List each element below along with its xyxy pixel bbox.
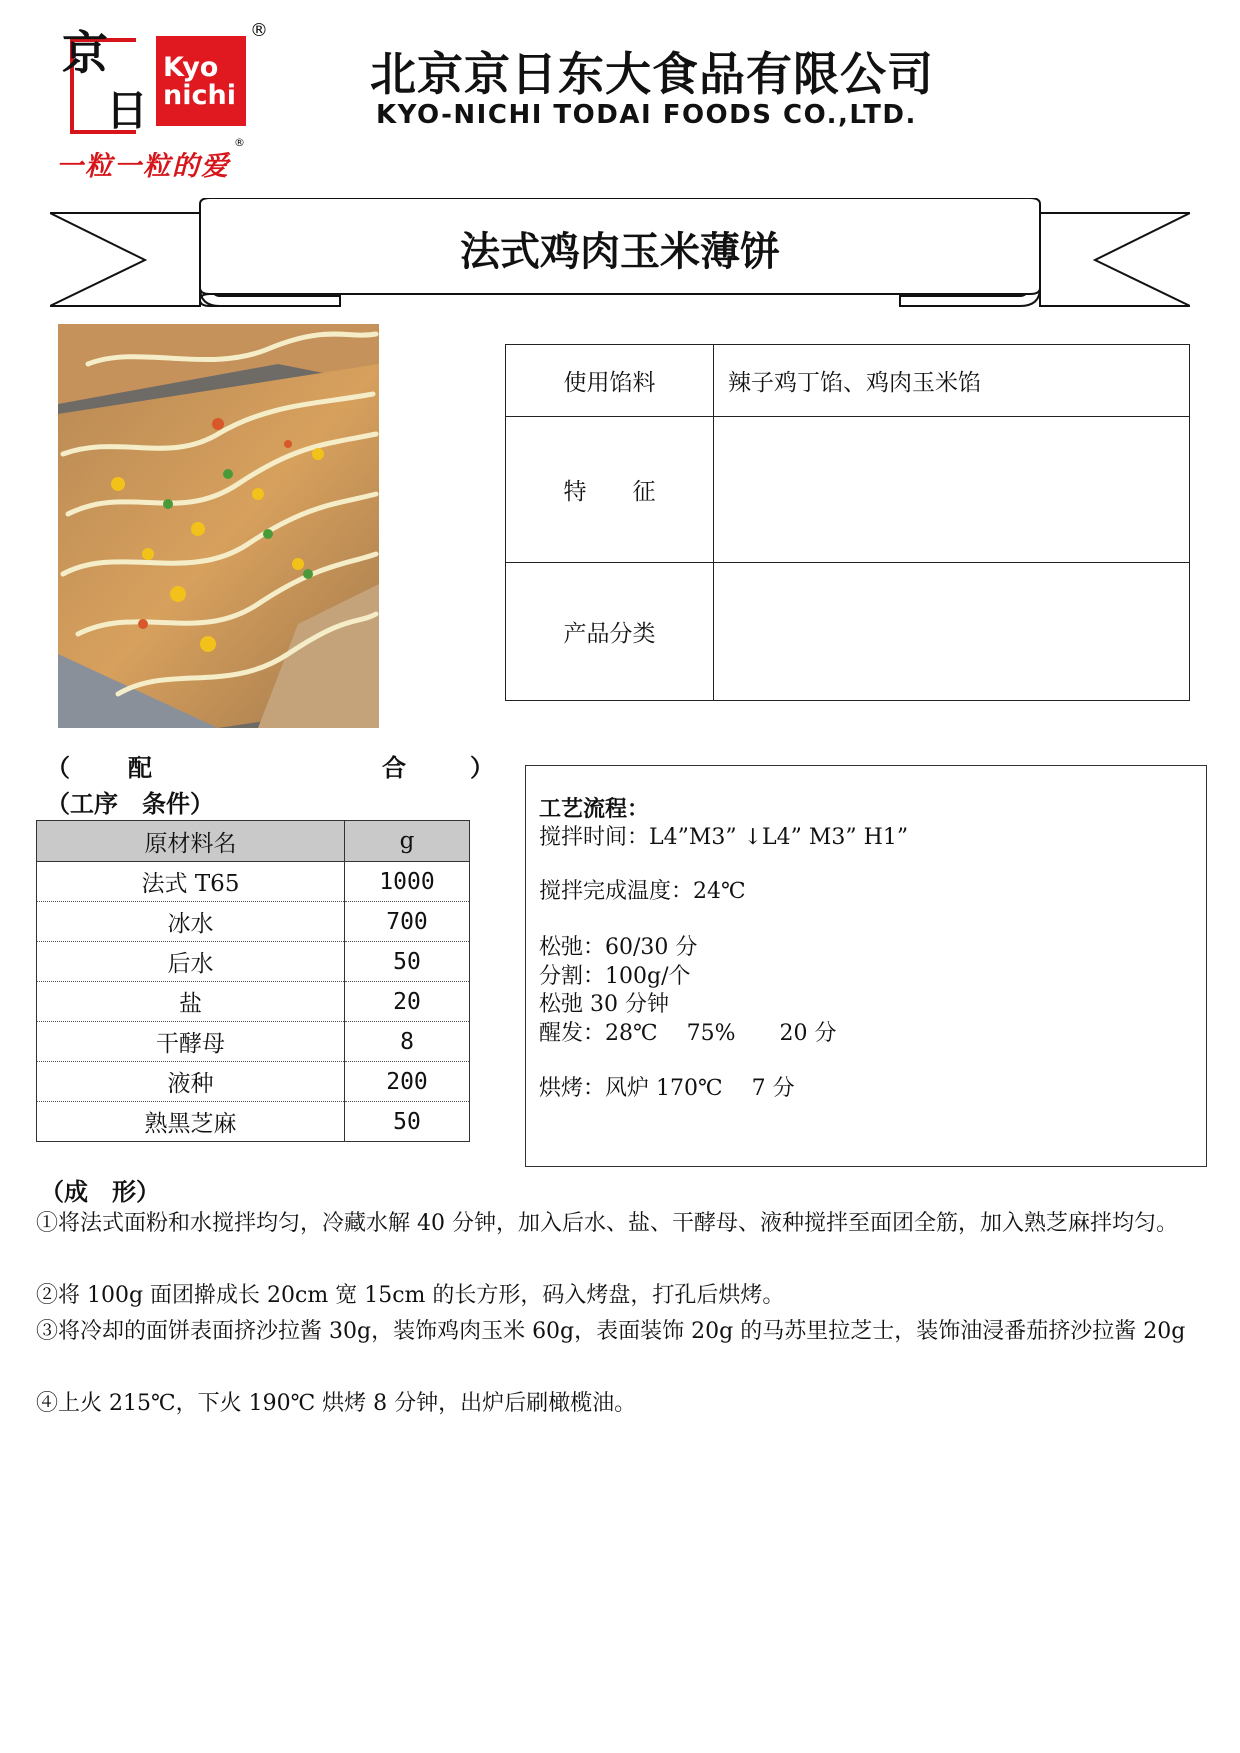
process-conditions-heading: （工序 条件） <box>46 789 214 818</box>
logo-char-ri: 日 <box>106 86 149 135</box>
ingredient-header-row <box>37 821 470 862</box>
forming-step: ④上火 215℃，下火 190℃ 烘烤 8 分钟，出炉后刷橄榄油。 <box>36 1391 637 1416</box>
product-info-table <box>505 344 1190 701</box>
ingredient-qty: 50 <box>345 1102 470 1142</box>
info-label: 使用馅料 <box>506 345 714 417</box>
info-value <box>714 563 1190 701</box>
logo-char-jing: 京 <box>62 26 108 80</box>
table-row <box>37 942 470 982</box>
ingredient-qty: 700 <box>345 902 470 942</box>
recipe-heading-close: ） <box>470 753 494 782</box>
ingredient-qty: 200 <box>345 1062 470 1102</box>
product-photo <box>58 324 379 728</box>
forming-heading: （成 形） <box>40 1177 160 1206</box>
table-row <box>37 1102 470 1142</box>
info-value: 辣子鸡丁馅、鸡肉玉米馅 <box>714 345 1190 417</box>
table-row <box>37 1022 470 1062</box>
company-name-cn: 北京京日东大食品有限公司 <box>370 47 934 101</box>
ingredient-qty: 8 <box>345 1022 470 1062</box>
divide-weight: 分割：100g/个 <box>539 964 691 989</box>
rest-time-2: 松弛 30 分钟 <box>539 992 669 1017</box>
info-row <box>506 563 1190 701</box>
col-grams: g <box>345 821 470 862</box>
ingredient-qty: 20 <box>345 982 470 1022</box>
ingredient-name: 冰水 <box>37 902 345 942</box>
forming-step: ②将 100g 面团擀成长 20cm 宽 15cm 的长方形，码入烤盘，打孔后烘烤。 <box>36 1283 785 1308</box>
forming-step: ③将冷却的面饼表面挤沙拉酱 30g，装饰鸡肉玉米 60g，表面装饰 20g 的马苏里拉芝士，装饰油浸番茄挤沙拉酱 20g <box>36 1319 1186 1344</box>
proof-conditions: 醒发：28℃ 75% 20 分 <box>539 1021 837 1046</box>
info-label: 产品分类 <box>506 563 714 701</box>
recipe-heading-word1: 配 <box>128 753 152 782</box>
table-row <box>37 982 470 1022</box>
process-flow-box <box>525 765 1207 1167</box>
info-row <box>506 417 1190 563</box>
mix-temp: 搅拌完成温度：24℃ <box>539 879 746 904</box>
company-name-en: KYO-NICHI TODAI FOODS CO.,LTD. <box>376 100 917 130</box>
recipe-heading-word2: 合 <box>382 753 406 782</box>
bake-conditions: 烘烤：风炉 170℃ 7 分 <box>539 1076 795 1101</box>
table-row <box>37 1062 470 1102</box>
product-title: 法式鸡肉玉米薄饼 <box>460 228 780 275</box>
logo-red-block <box>156 36 246 126</box>
rest-time: 松弛：60/30 分 <box>539 935 698 960</box>
ingredient-name: 盐 <box>37 982 345 1022</box>
ingredient-qty: 50 <box>345 942 470 982</box>
ingredient-name: 干酵母 <box>37 1022 345 1062</box>
logo-kyo: Kyo <box>163 52 219 83</box>
ingredient-name: 液种 <box>37 1062 345 1102</box>
logo-slogan: 一粒一粒的爱 <box>56 151 230 182</box>
mix-time: 搅拌时间：L4”M3” ↓L4” M3” H1” <box>539 825 909 850</box>
col-ingredient-name: 原材料名 <box>37 821 345 862</box>
registered-mark: ® <box>250 20 268 41</box>
info-row <box>506 345 1190 417</box>
table-row <box>37 862 470 902</box>
recipe-heading-open: （ <box>46 753 70 782</box>
process-title: 工艺流程： <box>539 796 650 822</box>
info-label: 特 征 <box>506 417 714 563</box>
ingredient-name: 熟黑芝麻 <box>37 1102 345 1142</box>
ingredient-name: 后水 <box>37 942 345 982</box>
ingredient-name: 法式 T65 <box>37 862 345 902</box>
forming-step: ①将法式面粉和水搅拌均匀，冷藏水解 40 分钟，加入后水、盐、干酵母、液种搅拌至面团全筋，加入熟芝麻拌均匀。 <box>36 1211 1178 1236</box>
info-value <box>714 417 1190 563</box>
slogan-registered-mark: ® <box>234 136 245 149</box>
ingredient-table <box>36 820 470 1142</box>
logo-nichi: nichi <box>163 80 236 111</box>
table-row <box>37 902 470 942</box>
company-logo <box>52 20 267 180</box>
ingredient-qty: 1000 <box>345 862 470 902</box>
